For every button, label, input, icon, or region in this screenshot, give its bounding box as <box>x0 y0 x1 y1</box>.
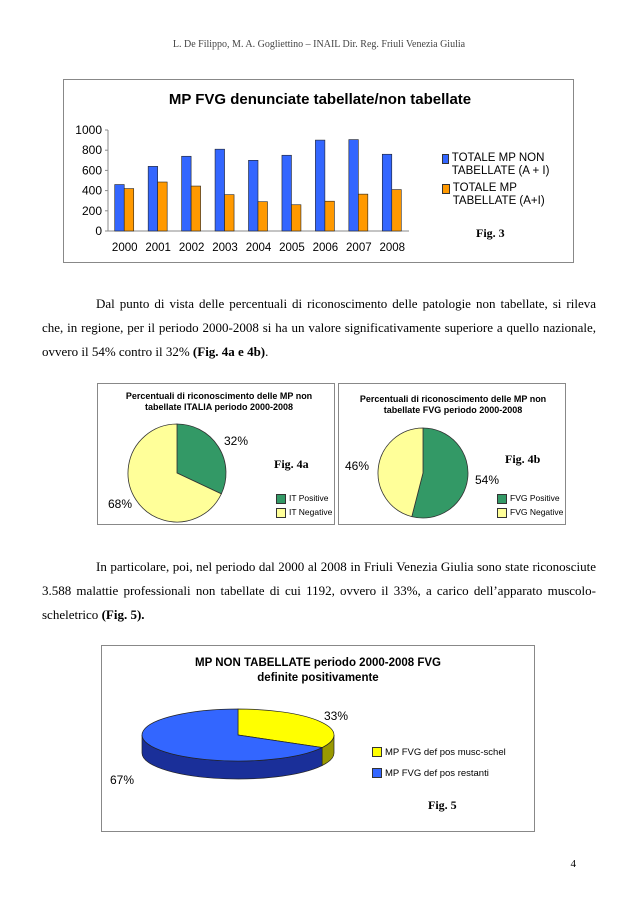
fig3-y-tick-label: 600 <box>81 163 102 178</box>
fig3-label: Fig. 3 <box>476 226 505 240</box>
paragraph-2 <box>42 555 596 627</box>
fig3-category-label: 2000 <box>111 242 138 254</box>
fig4b-legend-swatch-1 <box>497 494 507 504</box>
fig5-value-1: 33% <box>324 709 349 723</box>
fig3-bar-series1 <box>382 154 392 231</box>
fig4b-value-positive: 54% <box>475 473 500 487</box>
fig4a-legend-label-2: IT Negative <box>289 507 333 517</box>
fig4b-value-negative: 46% <box>345 459 370 473</box>
fig3-category-label: 2003 <box>212 242 238 254</box>
fig5-legend <box>372 742 506 784</box>
fig3-chart <box>63 79 574 263</box>
fig4a-legend-swatch-1 <box>276 494 286 504</box>
fig3-y-tick-label: 400 <box>81 183 102 198</box>
fig5-pie <box>102 646 534 831</box>
fig3-category-label: 2005 <box>279 242 305 254</box>
fig4b-legend <box>497 491 563 519</box>
fig4a-label: Fig. 4a <box>274 457 309 471</box>
fig5-legend-swatch-2 <box>372 768 382 778</box>
fig4b-legend-swatch-2 <box>497 508 507 518</box>
fig5-title-line1: MP NON TABELLATE periodo 2000-2008 FVG <box>194 657 442 669</box>
fig3-category-label: 2004 <box>245 242 272 254</box>
fig3-bar-series1 <box>349 140 359 231</box>
fig4b-title: Percentuali di riconoscimento delle MP non tabellate FVG periodo 2000-2008 <box>359 394 547 415</box>
fig3-bar-series2 <box>191 186 201 231</box>
fig3-legend-swatch-1 <box>442 154 449 164</box>
fig3-bar-series2 <box>124 189 134 231</box>
fig3-title: MP FVG denunciate tabellate/non tabellate <box>168 91 472 108</box>
paragraph-2-ref: (Fig. 5). <box>101 607 145 622</box>
fig3-bar-series1 <box>282 155 292 231</box>
fig5-chart <box>101 645 535 832</box>
paragraph-2-text: In particolare, poi, nel periodo dal 2000 al 2008 in Friuli Venezia Giulia sono state riconosciute 3.588 malattie professionali non tabellate di cui 1192, ovvero il 33%, a carico dell’apparato muscolo-scheletrico <box>42 559 596 622</box>
fig3-bar-series2 <box>325 201 335 231</box>
fig3-legend-label-2: TOTALE MP TABELLATE (A+I) <box>452 182 545 207</box>
fig3-legend-swatch-2 <box>442 184 450 194</box>
fig3-category-label: 2002 <box>178 242 205 254</box>
fig4b-legend-label-1: FVG Positive <box>510 493 560 503</box>
fig3-category-label: 2008 <box>379 242 406 254</box>
paragraph-1 <box>42 292 596 364</box>
fig5-legend-label-1: MP FVG def pos musc-schel <box>385 747 506 758</box>
fig5-value-2: 67% <box>110 773 135 787</box>
fig3-category-label: 2007 <box>346 242 372 254</box>
fig3-bar-series2 <box>291 205 301 231</box>
fig4b-label: Fig. 4b <box>505 452 541 466</box>
fig4a-chart <box>97 383 335 525</box>
fig3-bar-series1 <box>182 156 192 231</box>
fig4b-chart <box>338 383 566 525</box>
fig3-bar-series1 <box>215 149 225 231</box>
fig4a-legend <box>276 491 332 519</box>
fig3-bar-series2 <box>158 182 168 231</box>
fig3-bar-series2 <box>258 202 268 231</box>
fig3-y-tick-label: 800 <box>81 143 102 158</box>
fig4a-title: Percentuali di riconoscimento delle MP non tabellate ITALIA periodo 2000-2008 <box>125 391 313 412</box>
fig3-category-label: 2001 <box>145 242 171 254</box>
fig3-bar-series1 <box>148 166 158 231</box>
fig5-legend-label-2: MP FVG def pos restanti <box>385 768 489 779</box>
fig3-bar-series1 <box>249 160 259 231</box>
fig5-label: Fig. 5 <box>428 798 457 812</box>
fig3-y-tick-label: 1000 <box>75 123 102 137</box>
fig3-bar-series1 <box>115 185 125 231</box>
fig3-legend <box>442 152 567 208</box>
fig4a-legend-label-1: IT Positive <box>289 493 329 503</box>
fig5-legend-swatch-1 <box>372 747 382 757</box>
fig3-bar-series1 <box>315 140 325 231</box>
fig4b-legend-label-2: FVG Negative <box>510 507 564 517</box>
fig3-y-tick-label: 200 <box>81 203 102 218</box>
paragraph-1-ref: (Fig. 4a e 4b) <box>192 344 266 359</box>
paragraph-1-end: . <box>265 344 269 359</box>
fig3-legend-label-1: TOTALE MP NON TABELLATE (A + I) <box>451 152 550 177</box>
fig3-bar-series2 <box>225 195 235 231</box>
fig5-title-line2: definite positivamente <box>257 672 379 684</box>
page-header: L. De Filippo, M. A. Gogliettino – INAIL Dir. Reg. Friuli Venezia Giulia <box>172 39 466 50</box>
fig4a-value-negative: 68% <box>108 497 133 511</box>
paragraph-1-text: Dal punto di vista delle percentuali di riconoscimento delle patologie non tabellate, si rileva che, in regione, per il periodo 2000-2008 si ha un valore significativamente superiore a quello nazionale, ovvero il 54% contro il 32% <box>42 296 596 359</box>
fig4a-value-positive: 32% <box>224 434 249 448</box>
fig3-bar-series2 <box>392 190 402 231</box>
fig3-bar-series2 <box>358 194 368 231</box>
fig3-y-tick-label: 0 <box>95 224 102 238</box>
fig4a-legend-swatch-2 <box>276 508 286 518</box>
page-number: 4 <box>570 858 576 870</box>
fig3-category-label: 2006 <box>312 242 339 254</box>
